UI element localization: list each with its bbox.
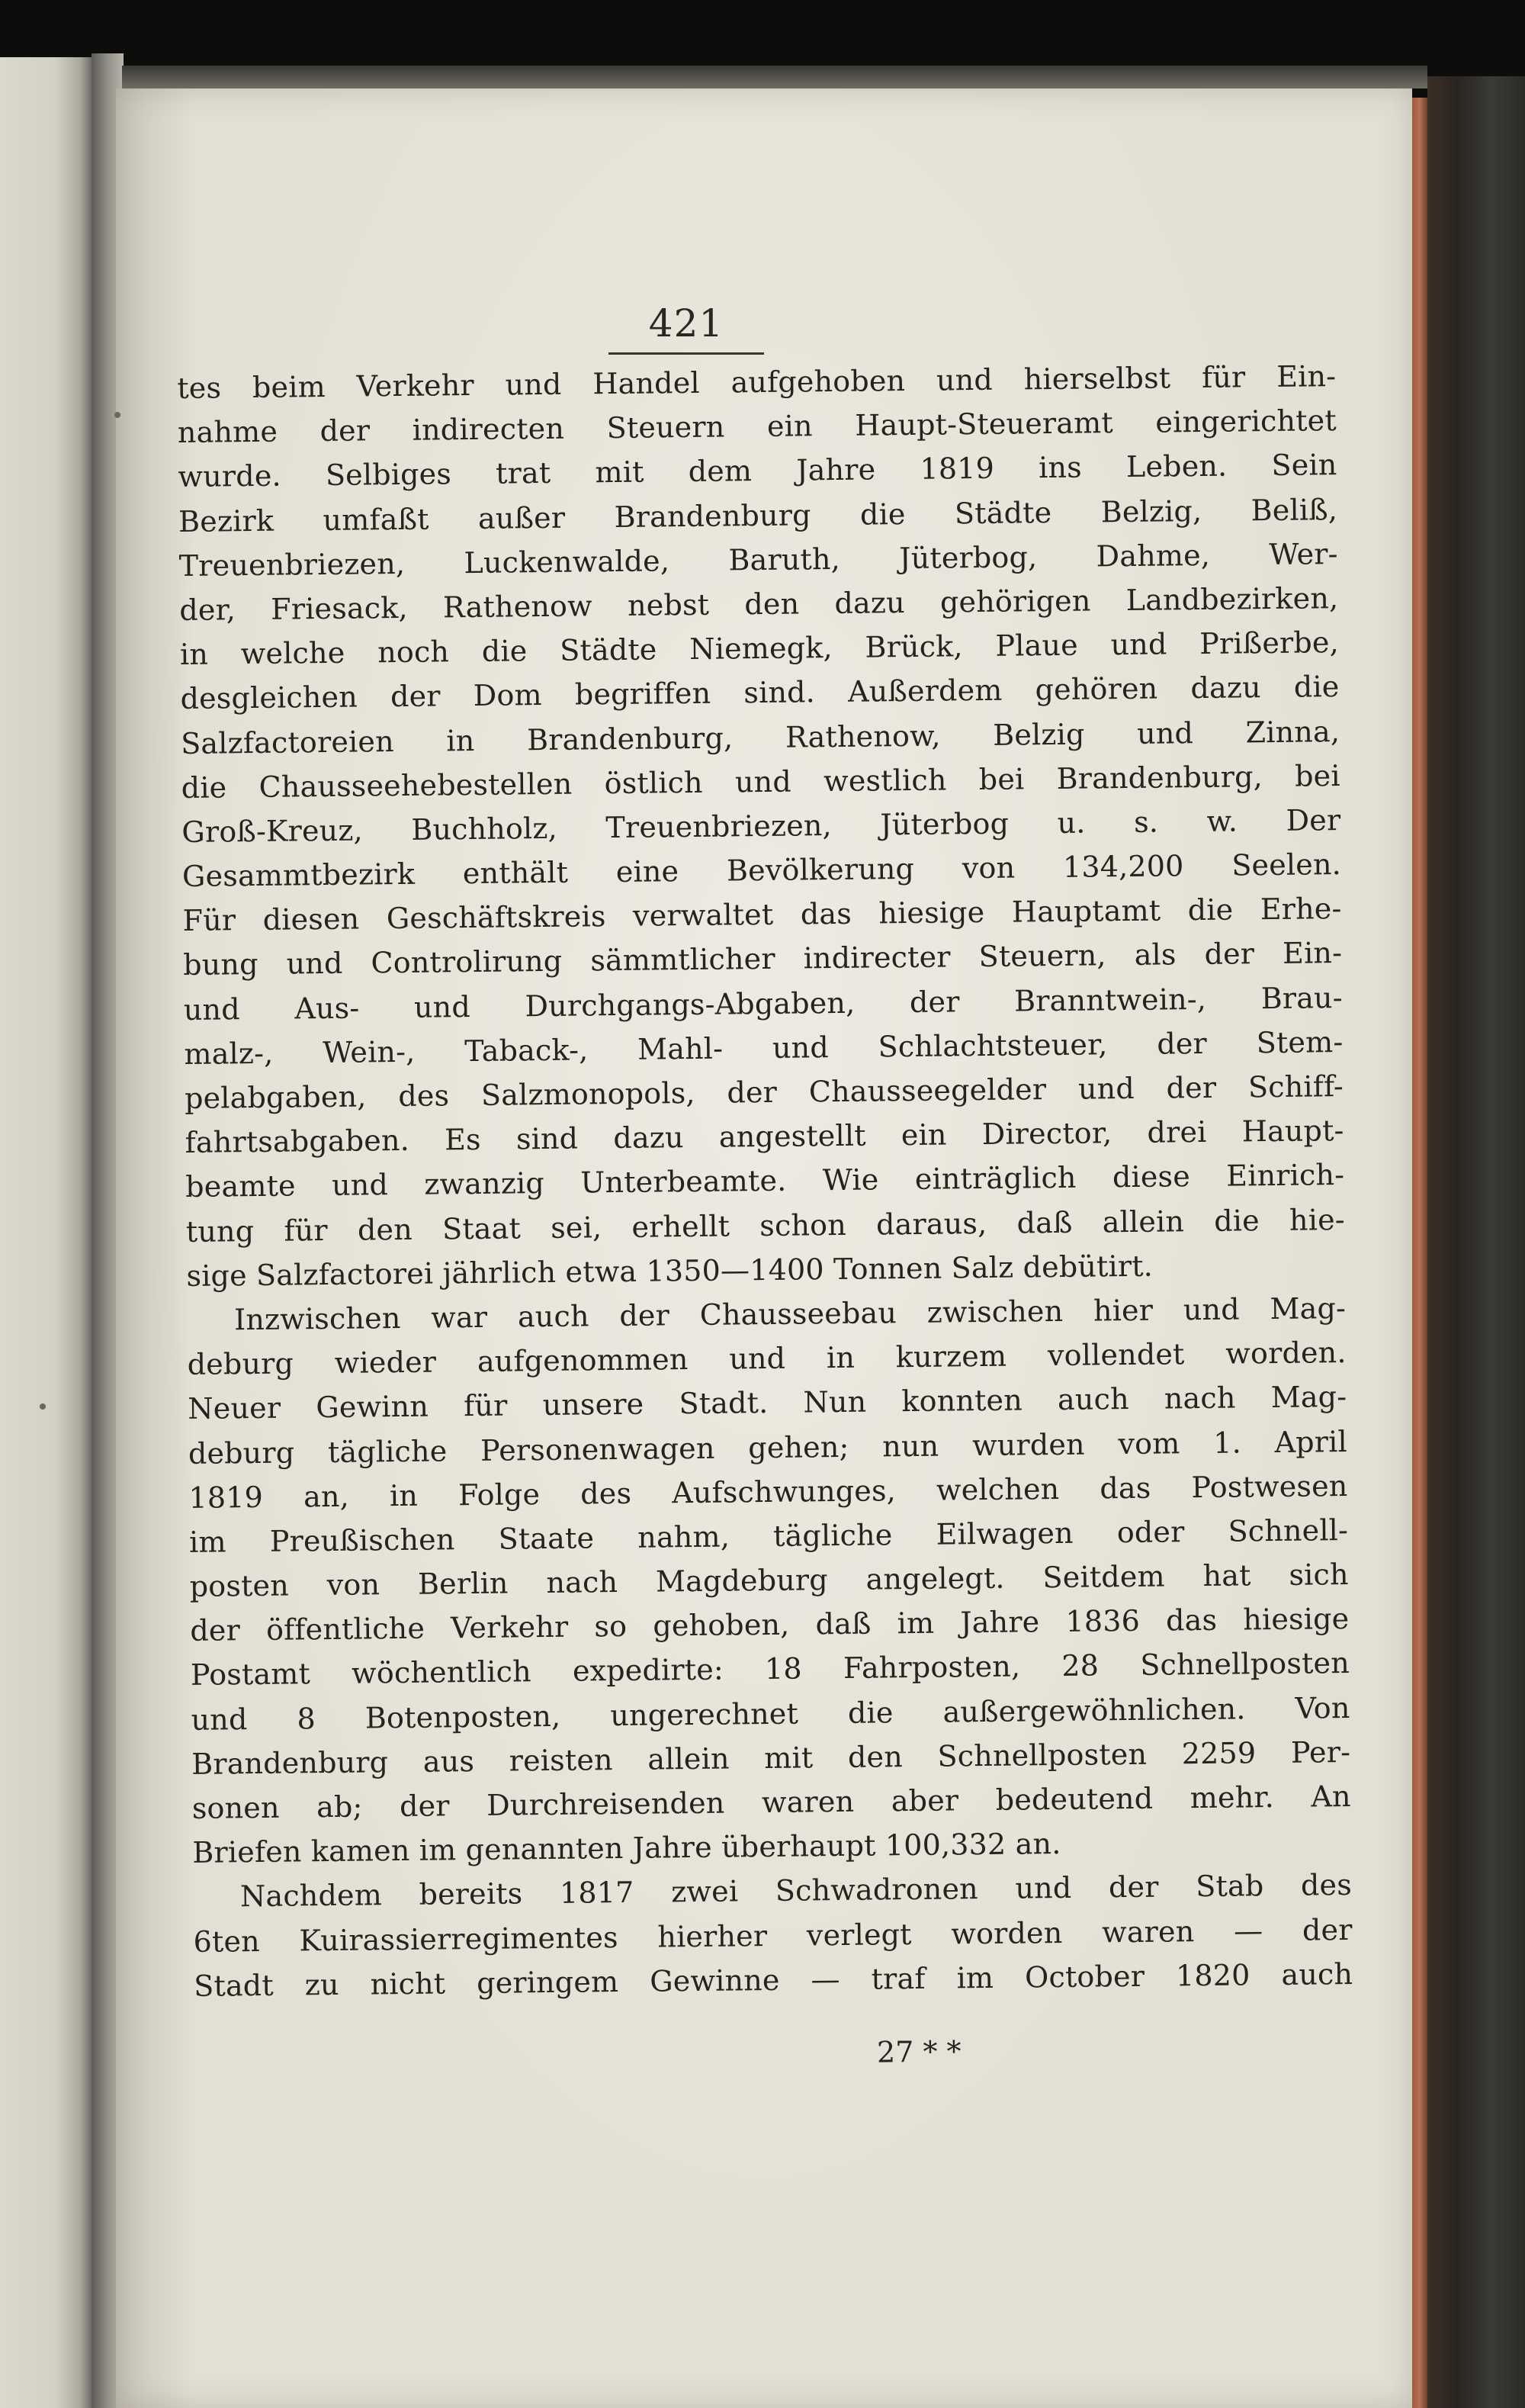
cover-top-edge — [122, 66, 1427, 88]
signature-mark: 27 * * — [876, 2034, 962, 2069]
text-line: Salzfactoreien in Brandenburg, Rathenow, Belzig und Zinna, — [180, 714, 1340, 760]
text-line: Brandenburg aus reisten allein mit den Schnellposten 2259 Per- — [191, 1734, 1351, 1781]
text-line: die Chausseehebestellen östlich und westlich bei Brandenburg, bei — [181, 758, 1340, 805]
text-line: Bezirk umfaßt außer Brandenburg die Städte Belzig, Beliß, — [178, 492, 1338, 539]
facing-page-edge — [0, 57, 92, 2408]
text-line: 1819 an, in Folge des Aufschwunges, welchen das Postwesen — [188, 1468, 1348, 1515]
text-line: sige Salzfactorei jährlich etwa 1350—1400 Tonnen Salz debütirt. — [186, 1249, 1154, 1293]
text-line: wurde. Selbiges trat mit dem Jahre 1819 ins Leben. Sein — [178, 448, 1337, 494]
text-line: malz-, Wein-, Taback-, Mahl- und Schlachtsteuer, der Stem- — [184, 1024, 1344, 1071]
text-line: 6ten Kuirassierregimentes hierher verlegt worden waren — der — [193, 1912, 1353, 1959]
text-line: Gesammtbezirk enthält eine Bevölkerung von 134,200 Seelen. — [181, 847, 1342, 894]
text-line: Postamt wöchentlich expedirte: 18 Fahrposten, 28 Schnellposten — [190, 1646, 1350, 1693]
text-line: tung für den Staat sei, erhellt schon daraus, daß allein die hie- — [185, 1202, 1346, 1249]
text-line: der, Friesack, Rathenow nebst den dazu gehörigen Landbezirken, — [179, 581, 1339, 627]
text-line: Stadt zu nicht geringem Gewinne — traf im October 1820 auch — [194, 1956, 1353, 2003]
text-line: tes beim Verkehr und Handel aufgehoben und hierselbst für Ein- — [177, 359, 1337, 405]
text-line: fahrtsabgaben. Es sind dazu angestellt ein Director, drei Haupt- — [185, 1114, 1344, 1160]
text-line: deburg tägliche Personenwagen gehen; nun wurden vom 1. April — [188, 1424, 1348, 1471]
book-cover — [1427, 76, 1525, 2408]
text-line: in welche noch die Städte Niemegk, Brück, Plaue und Prißerbe, — [179, 625, 1340, 672]
paper-speck — [40, 1403, 46, 1410]
text-line: posten von Berlin nach Magdeburg angelegt. Seitdem hat sich — [189, 1558, 1349, 1603]
text-line: beamte und zwanzig Unterbeamte. Wie einträglich diese Einrich- — [185, 1158, 1345, 1204]
text-line: bung und Controlirung sämmtlicher indirecter Steuern, als der Ein- — [182, 936, 1343, 982]
text-line: und Aus- und Durchgangs-Abgaben, der Branntwein-, Brau- — [183, 980, 1343, 1027]
text-line: deburg wieder aufgenommen und in kurzem vollendet worden. — [187, 1336, 1347, 1382]
text-line: pelabgaben, des Salzmonopols, der Chausseegelder und der Schiff- — [184, 1069, 1344, 1115]
text-line: Treuenbriezen, Luckenwalde, Baruth, Jüterbog, Dahme, Wer- — [178, 536, 1338, 583]
text-line: sonen ab; der Durchreisenden waren aber bedeutend mehr. An — [191, 1779, 1351, 1825]
text-line: Groß-Kreuz, Buchholz, Treuenbriezen, Jüterbog u. s. w. Der — [181, 802, 1341, 849]
text-line: Inzwischen war auch der Chausseebau zwischen hier und Mag- — [233, 1291, 1347, 1337]
body-text — [177, 353, 1429, 2008]
text-line: nahme der indirecten Steuern ein Haupt-Steueramt eingerichtet — [177, 403, 1337, 450]
text-line: der öffentliche Verkehr so gehoben, daß im Jahre 1836 das hiesige — [190, 1602, 1350, 1648]
page-number-rule — [608, 352, 764, 355]
paper-speck — [114, 412, 120, 418]
text-line: und 8 Botenposten, ungerechnet die außergewöhnlichen. Von — [191, 1690, 1350, 1737]
text-line: Nachdem bereits 1817 zwei Schwadronen und der Stab des — [239, 1868, 1353, 1914]
page-number: 421 — [648, 301, 724, 346]
text-line: im Preußischen Staate nahm, tägliche Eilwagen oder Schnell- — [188, 1513, 1349, 1559]
text-line: Für diesen Geschäftskreis verwaltet das hiesige Hauptamt die Erhe- — [182, 892, 1342, 938]
text-line: Briefen kamen im genannten Jahre überhaupt 100,332 an. — [192, 1827, 1061, 1870]
text-line: Neuer Gewinn für unsere Stadt. Nun konnten auch nach Mag- — [188, 1380, 1347, 1426]
text-line: desgleichen der Dom begriffen sind. Außerdem gehören dazu die — [180, 670, 1340, 716]
